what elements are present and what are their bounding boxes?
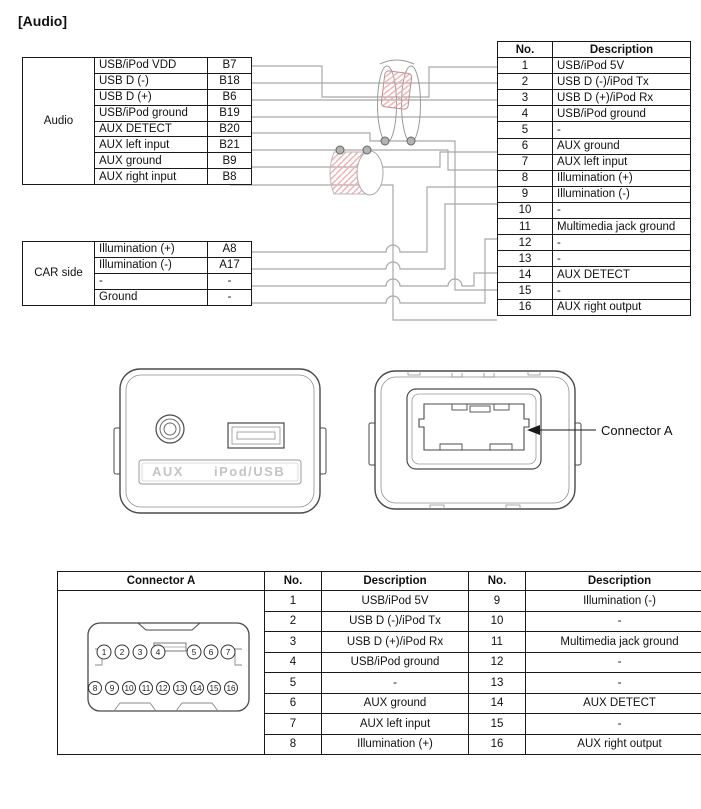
pin-description-cell: AUX right output — [553, 299, 691, 315]
pin-number-cell: 3 — [265, 632, 322, 653]
table-row — [498, 106, 691, 122]
pin-id-cell: B8 — [208, 169, 252, 185]
pin-description-cell: AUX DETECT — [526, 693, 701, 714]
pin-description-cell: AUX left input — [553, 154, 691, 170]
pin-description-cell: Illumination (+) — [553, 170, 691, 186]
pin-description-cell: AUX ground — [322, 693, 469, 714]
connector-pin-11 — [140, 682, 153, 695]
connector-pin-16 — [225, 682, 238, 695]
svg-text:14: 14 — [192, 684, 202, 694]
signal-name-cell: USB/iPod ground — [95, 105, 208, 121]
table-row — [498, 219, 691, 235]
column-header: No. — [265, 572, 322, 591]
pin-number-cell: 15 — [498, 283, 553, 299]
table-row — [498, 154, 691, 170]
pin-number-cell: 9 — [469, 591, 526, 612]
table-header-row — [58, 572, 701, 591]
aux-plate-text: AUX — [152, 464, 184, 479]
signal-name-cell: USB D (-) — [95, 73, 208, 89]
column-header: No. — [469, 572, 526, 591]
pin-number-cell: 3 — [498, 90, 553, 106]
table-row — [498, 299, 691, 315]
pin-number-cell: 16 — [469, 734, 526, 755]
table-row — [498, 90, 691, 106]
svg-text:10: 10 — [124, 684, 134, 694]
side-label-cell: CAR side — [23, 242, 95, 306]
pin-number-cell: 6 — [498, 138, 553, 154]
wire-usb-vdd-b7 — [230, 66, 497, 97]
table-row — [498, 74, 691, 90]
pin-description-cell: USB/iPod ground — [322, 652, 469, 673]
pin-description-cell: - — [553, 283, 691, 299]
column-header: Description — [526, 572, 701, 591]
pin-number-cell: 11 — [469, 632, 526, 653]
pin-number-cell: 12 — [469, 652, 526, 673]
table-row — [23, 242, 252, 258]
connector-pin-4 — [151, 645, 165, 659]
solder-dot-group — [336, 137, 415, 154]
pin-number-cell: 4 — [498, 106, 553, 122]
table-row — [498, 202, 691, 218]
signal-name-cell: AUX right input — [95, 169, 208, 185]
solder-dot — [363, 146, 371, 154]
pin-id-cell: B20 — [208, 121, 252, 137]
connector-a-label: Connector A — [601, 423, 673, 438]
svg-text:3: 3 — [137, 648, 143, 658]
connector-pinout-table — [497, 41, 691, 316]
table-row — [23, 58, 252, 74]
svg-text:13: 13 — [175, 684, 185, 694]
pin-description-cell: - — [553, 235, 691, 251]
table-row — [498, 186, 691, 202]
ferrite-core-body — [381, 71, 412, 110]
connector-pin-13 — [174, 682, 187, 695]
page-title: [Audio] — [18, 13, 67, 29]
connector-pin-3 — [133, 645, 147, 659]
table-row — [498, 58, 691, 74]
pin-number-cell: 9 — [498, 186, 553, 202]
connector-pin-9 — [106, 682, 119, 695]
pin-description-cell: - — [526, 714, 701, 735]
pin-number-cell: 14 — [469, 693, 526, 714]
audio-unit-pin-table — [22, 57, 252, 185]
pin-id-cell: - — [208, 273, 252, 289]
signal-name-cell: Illumination (-) — [95, 257, 208, 273]
wire-illum-plus-a8 — [230, 187, 497, 252]
svg-text:9: 9 — [109, 684, 115, 694]
connector-pin-10 — [123, 682, 136, 695]
wire-car-ground — [230, 239, 497, 303]
pin-number-cell: 14 — [498, 267, 553, 283]
pin-description-cell: USB/iPod 5V — [322, 591, 469, 612]
svg-text:4: 4 — [155, 648, 161, 658]
table-row — [498, 267, 691, 283]
table-row — [498, 251, 691, 267]
svg-text:5: 5 — [191, 648, 197, 658]
ferrite-core-small — [378, 60, 421, 142]
pin-number-cell: 7 — [265, 714, 322, 735]
pin-description-cell: - — [553, 122, 691, 138]
pin-number-cell: 10 — [498, 202, 553, 218]
pin-description-cell: - — [553, 251, 691, 267]
table-header-row — [498, 42, 691, 58]
connector-pin-1 — [97, 645, 111, 659]
connector-pin-5 — [187, 645, 201, 659]
pin-number-cell: 6 — [265, 693, 322, 714]
pin-id-cell: B6 — [208, 89, 252, 105]
signal-name-cell: AUX DETECT — [95, 121, 208, 137]
pin-number-cell: 8 — [265, 734, 322, 755]
audio-front-panel-drawing — [114, 369, 326, 513]
signal-name-cell: AUX left input — [95, 137, 208, 153]
pin-number-cell: 10 — [469, 611, 526, 632]
svg-text:16: 16 — [226, 684, 236, 694]
table-row — [498, 122, 691, 138]
pin-id-cell: B7 — [208, 58, 252, 74]
pin-id-cell: A8 — [208, 242, 252, 258]
pin-description-cell: - — [322, 673, 469, 694]
solder-dot — [381, 137, 389, 145]
car-side-pin-table — [22, 241, 252, 306]
pin-description-cell: USB/iPod 5V — [553, 58, 691, 74]
signal-name-cell: Illumination (+) — [95, 242, 208, 258]
pin-number-cell: 5 — [498, 122, 553, 138]
pin-description-cell: USB D (+)/iPod Rx — [553, 90, 691, 106]
pin-description-cell: USB D (-)/iPod Tx — [553, 74, 691, 90]
table-row — [58, 591, 701, 612]
svg-text:2: 2 — [119, 648, 125, 658]
pin-description-cell: AUX right output — [526, 734, 701, 755]
pin-id-cell: B21 — [208, 137, 252, 153]
pin-description-cell: AUX DETECT — [553, 267, 691, 283]
pin-number-cell: 2 — [265, 611, 322, 632]
pin-number-cell: 1 — [265, 591, 322, 612]
pin-number-cell: 16 — [498, 299, 553, 315]
connector-a-pin-drawing-cell — [58, 591, 265, 755]
column-header: Description — [553, 42, 691, 58]
pin-id-cell: - — [208, 289, 252, 305]
solder-dot — [407, 137, 415, 145]
svg-text:12: 12 — [158, 684, 168, 694]
pin-description-cell: Multimedia jack ground — [553, 219, 691, 235]
connector-pin-2 — [115, 645, 129, 659]
connector-pin-15 — [208, 682, 221, 695]
pin-description-cell: - — [526, 611, 701, 632]
table-row — [498, 235, 691, 251]
svg-text:8: 8 — [92, 684, 98, 694]
pin-number-cell: 5 — [265, 673, 322, 694]
connector-pin-6 — [204, 645, 218, 659]
wire-illum-minus-a17 — [230, 204, 497, 269]
pin-description-cell: Illumination (-) — [526, 591, 701, 612]
pin-number-cell: 13 — [498, 251, 553, 267]
pin-description-cell: Illumination (-) — [553, 186, 691, 202]
solder-dot — [336, 146, 344, 154]
side-label-cell: Audio — [23, 58, 95, 185]
pin-description-cell: USB/iPod ground — [553, 106, 691, 122]
pin-number-cell: 13 — [469, 673, 526, 694]
signal-name-cell: USB/iPod VDD — [95, 58, 208, 74]
ferrite-end-cap — [357, 151, 383, 195]
svg-text:15: 15 — [209, 684, 219, 694]
connector-a-pin-face-drawing — [58, 591, 256, 751]
pin-number-cell: 7 — [498, 154, 553, 170]
connector-a-table — [57, 571, 701, 755]
pin-number-cell: 12 — [498, 235, 553, 251]
pin-number-cell: 1 — [498, 58, 553, 74]
pin-description-cell: - — [526, 673, 701, 694]
connector-pin-12 — [157, 682, 170, 695]
column-header: Description — [322, 572, 469, 591]
pin-id-cell: B18 — [208, 73, 252, 89]
connector-pin-7 — [221, 645, 235, 659]
pin-description-cell: USB D (-)/iPod Tx — [322, 611, 469, 632]
ipod-usb-plate-text: iPod/USB — [214, 464, 286, 479]
table-row — [498, 170, 691, 186]
audio-rear-panel-drawing — [369, 371, 581, 509]
connector-a-title-cell: Connector A — [58, 572, 265, 591]
signal-name-cell: AUX ground — [95, 153, 208, 169]
pin-number-cell: 8 — [498, 170, 553, 186]
pin-id-cell: A17 — [208, 257, 252, 273]
pin-number-cell: 4 — [265, 652, 322, 673]
connector-pin-8 — [89, 682, 102, 695]
table-row — [498, 138, 691, 154]
pin-description-cell: - — [553, 202, 691, 218]
pin-id-cell: B19 — [208, 105, 252, 121]
table-row — [498, 283, 691, 299]
svg-text:7: 7 — [225, 648, 231, 658]
svg-text:6: 6 — [208, 648, 214, 658]
pin-description-cell: AUX ground — [553, 138, 691, 154]
pin-description-cell: AUX left input — [322, 714, 469, 735]
pin-description-cell: USB D (+)/iPod Rx — [322, 632, 469, 653]
signal-name-cell: Ground — [95, 289, 208, 305]
pin-description-cell: Illumination (+) — [322, 734, 469, 755]
svg-text:1: 1 — [101, 648, 107, 658]
pin-number-cell: 15 — [469, 714, 526, 735]
pin-description-cell: - — [526, 652, 701, 673]
wire-car-dash — [230, 273, 497, 286]
signal-name-cell: - — [95, 273, 208, 289]
connector-pin-14 — [191, 682, 204, 695]
pin-number-cell: 2 — [498, 74, 553, 90]
signal-name-cell: USB D (+) — [95, 89, 208, 105]
pin-number-cell: 11 — [498, 219, 553, 235]
pin-id-cell: B9 — [208, 153, 252, 169]
svg-text:11: 11 — [141, 684, 151, 694]
column-header: No. — [498, 42, 553, 58]
ferrite-core-large — [330, 151, 383, 195]
pin-description-cell: Multimedia jack ground — [526, 632, 701, 653]
